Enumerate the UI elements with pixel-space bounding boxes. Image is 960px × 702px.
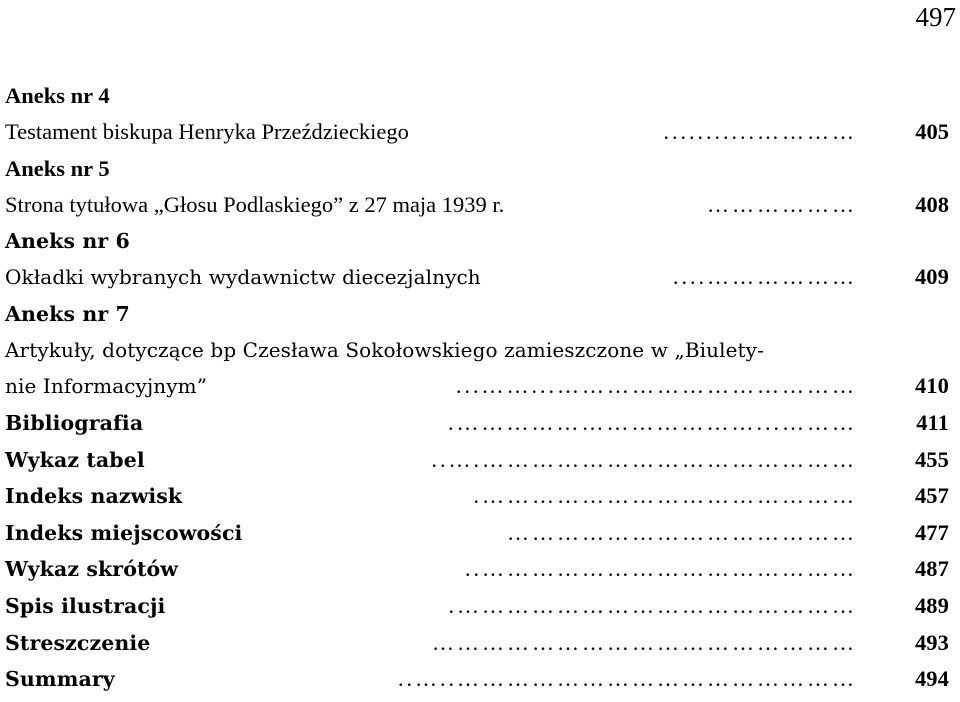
toc-entry-title: Indeks nazwisk [5, 478, 185, 515]
toc-entry-indeks-nazwisk[interactable] [5, 478, 949, 515]
toc-entry-title: Wykaz skrótów [5, 551, 181, 588]
toc-entry-title: Okładki wybranych wydawnictw diecezjalnych [5, 259, 484, 296]
toc-entry-title: Streszczenie [5, 625, 153, 662]
toc-leader: ………………………………………. [473, 483, 857, 509]
toc-entry-page: 457 [914, 483, 949, 509]
toc-entry-testament[interactable] [5, 114, 949, 151]
toc-leader: …………………………………………. [448, 592, 857, 618]
toc-entry-page: 405 [915, 119, 949, 144]
toc-heading-aneks-6 [5, 223, 949, 259]
toc-entry-page: 493 [914, 629, 949, 655]
toc-entry-page: 477 [914, 519, 949, 545]
toc-leader: …………………………………………… [432, 629, 857, 655]
toc-entry-title: Artykuły, dotyczące bp Czesława Sokołowskiego zamieszczone w „Biulety- [5, 332, 767, 369]
toc-entry-artykuly-line-2[interactable] [5, 368, 949, 405]
table-of-contents [5, 78, 949, 698]
toc-entry-indeks-miejscowosci[interactable] [5, 515, 949, 552]
toc-entry-wykaz-skrotow[interactable] [5, 551, 949, 588]
toc-entry-okladki[interactable] [5, 259, 949, 296]
toc-entry-streszczenie[interactable] [5, 625, 949, 662]
toc-entry-title: Bibliografia [5, 405, 146, 442]
toc-entry-summary[interactable] [5, 661, 949, 698]
toc-entry-strona-tytulowa[interactable] [5, 187, 949, 224]
toc-leader: ……………………………………….. [465, 556, 857, 582]
toc-entry-page: 487 [914, 556, 949, 582]
toc-entry-title: Testament biskupa Henryka Przeździeckiego [5, 114, 412, 151]
toc-leader: ……………………………………….….. [431, 446, 857, 472]
toc-entry-title: Spis ilustracji [5, 588, 168, 625]
toc-heading-label: Aneks nr 7 [5, 296, 133, 332]
toc-entry-title: Indeks miejscowości [5, 515, 245, 552]
toc-entry-page: 411 [916, 409, 949, 435]
toc-entry-page: 489 [914, 592, 949, 618]
toc-heading-label: Aneks nr 6 [5, 223, 133, 259]
toc-entry-title: Strona tytułowa „Głosu Podlaskiego” z 27 maja 1939 r. [5, 187, 507, 224]
toc-leader: …………........... [663, 119, 857, 144]
toc-leader: ………...………………………………. [448, 409, 857, 435]
toc-entry-bibliografia[interactable] [5, 405, 949, 442]
toc-heading-aneks-4 [5, 78, 949, 114]
toc-entry-spis-ilustracji[interactable] [5, 588, 949, 625]
toc-leader: ……………….... [673, 264, 857, 290]
toc-entry-wykaz-tabel[interactable] [5, 442, 949, 479]
toc-entry-page: 408 [915, 191, 949, 217]
toc-entry-title: Wykaz tabel [5, 442, 148, 479]
toc-heading-aneks-5 [5, 151, 949, 187]
toc-entry-title: nie Informacyjnym” [5, 368, 210, 405]
toc-leader: …………………………………………..….. [398, 666, 857, 692]
toc-entry-artykuly-line-1[interactable] [5, 332, 949, 369]
toc-entry-page: 409 [914, 264, 949, 290]
page-number: 497 [915, 2, 956, 32]
toc-entry-title: Summary [5, 661, 118, 698]
toc-heading-label: Aneks nr 5 [5, 151, 113, 187]
toc-heading-label: Aneks nr 4 [5, 78, 113, 114]
toc-leader: …………………………………… [507, 519, 857, 545]
toc-entry-page: 410 [914, 373, 949, 399]
toc-heading-aneks-7 [5, 296, 949, 332]
toc-leader: ………………………………...……... [456, 373, 857, 399]
toc-leader: ……………… [707, 191, 857, 217]
toc-entry-page: 455 [914, 446, 949, 472]
toc-entry-page: 494 [914, 666, 949, 692]
